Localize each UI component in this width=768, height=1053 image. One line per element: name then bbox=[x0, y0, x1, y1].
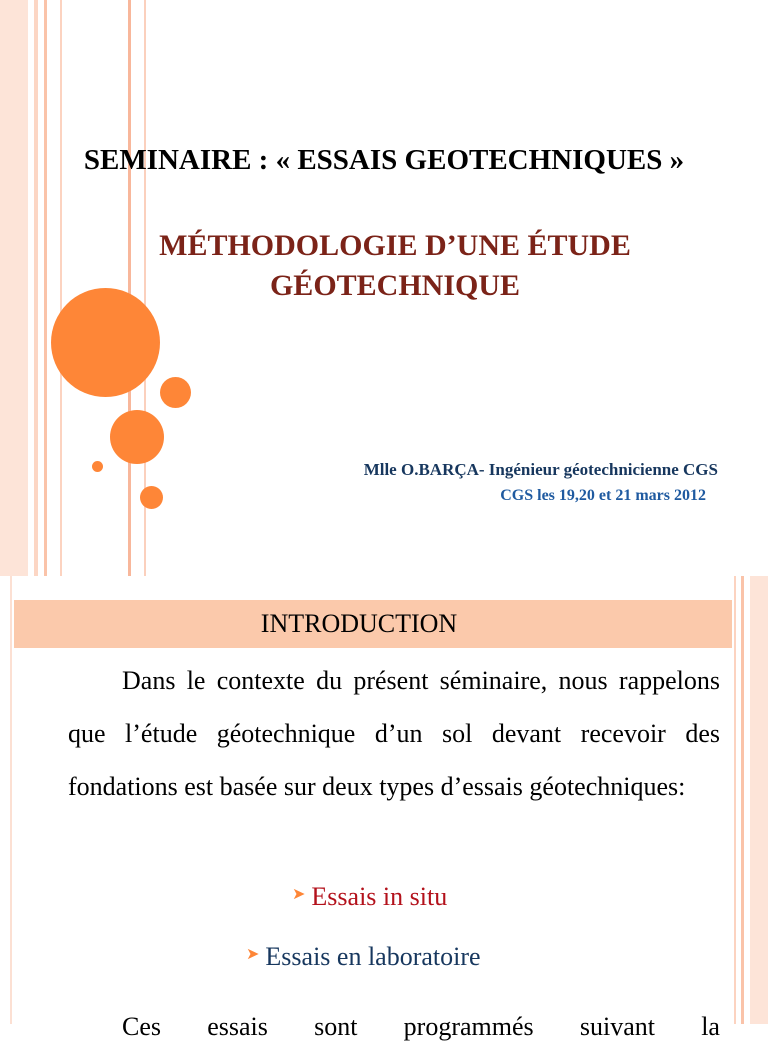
decorative-stripe bbox=[0, 0, 28, 576]
bullet-label: Essais en laboratoire bbox=[265, 942, 481, 971]
decorative-stripe bbox=[734, 576, 736, 1024]
word: suivant bbox=[579, 1012, 655, 1041]
decorative-stripe bbox=[741, 576, 744, 1024]
decorative-stripe bbox=[60, 0, 62, 576]
author-line: Mlle O.BARÇA- Ingénieur géotechnicienne CGS bbox=[363, 460, 718, 479]
section-title: INTRODUCTION bbox=[260, 609, 458, 638]
decorative-circle-dot bbox=[92, 461, 103, 472]
bullet-item-in-situ bbox=[292, 882, 447, 912]
date-line: CGS les 19,20 et 21 mars 2012 bbox=[500, 487, 706, 504]
presentation-subtitle bbox=[100, 226, 690, 306]
decorative-circle-small bbox=[140, 486, 163, 509]
word: programmés bbox=[403, 1012, 534, 1041]
decorative-stripe bbox=[10, 576, 12, 1024]
word: essais bbox=[207, 1012, 268, 1041]
continuation-line bbox=[68, 1000, 720, 1053]
decorative-stripe bbox=[750, 576, 768, 1024]
word: Ces bbox=[122, 1012, 161, 1041]
decorative-stripe bbox=[44, 0, 47, 576]
seminar-title: SEMINAIRE : « ESSAIS GEOTECHNIQUES » bbox=[83, 144, 685, 176]
word: sont bbox=[314, 1012, 358, 1041]
decorative-stripe bbox=[34, 0, 38, 576]
intro-paragraph: Dans le contexte du présent séminaire, nous rappelons que l’étude géotechnique d’un sol devant recevoir des fondations est basée sur deux types d’essais géotechniques: bbox=[68, 666, 720, 801]
word: la bbox=[701, 1012, 720, 1041]
arrow-bullet-icon: ➤ bbox=[292, 886, 306, 903]
arrow-bullet-icon: ➤ bbox=[246, 946, 260, 963]
bullet-item-laboratoire bbox=[246, 942, 481, 972]
section-header-bar bbox=[14, 600, 732, 648]
decorative-circle-medium bbox=[110, 410, 164, 464]
subtitle-line-2: GÉOTECHNIQUE bbox=[269, 269, 521, 302]
subtitle-line-1: MÉTHODOLOGIE D’UNE ÉTUDE bbox=[159, 229, 631, 262]
bullet-label: Essais in situ bbox=[311, 882, 448, 911]
introduction-slide bbox=[0, 576, 768, 1041]
decorative-circle-small bbox=[160, 377, 191, 408]
